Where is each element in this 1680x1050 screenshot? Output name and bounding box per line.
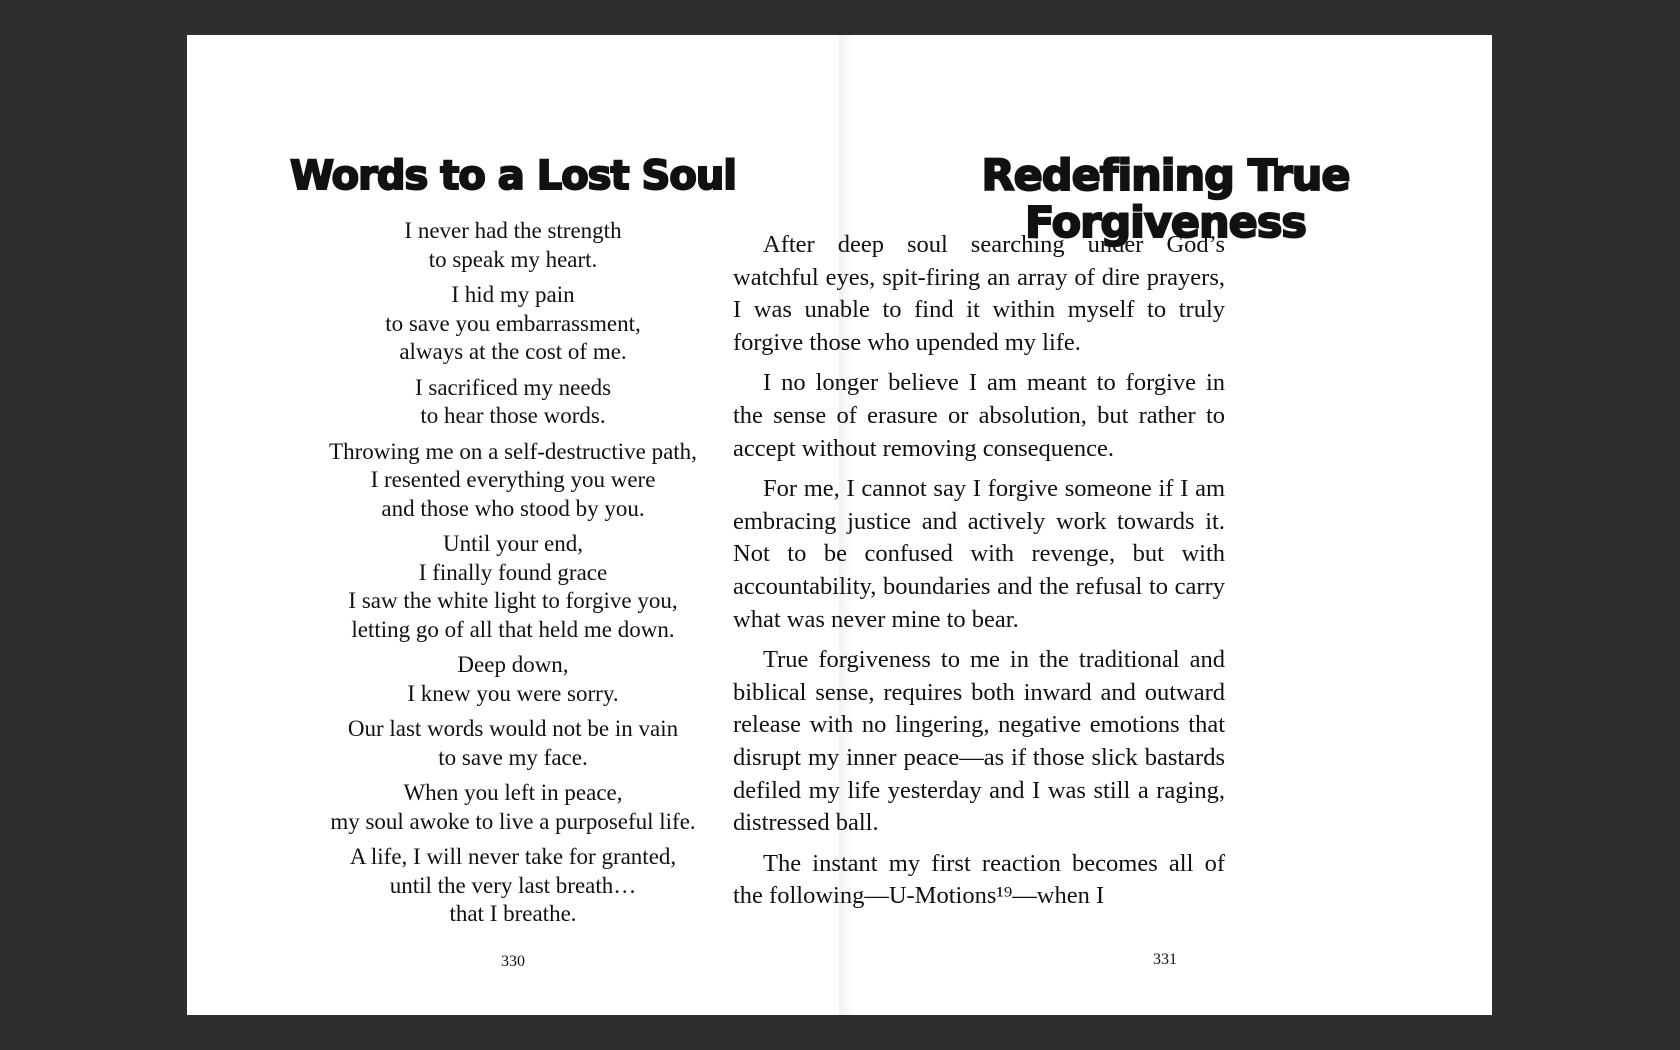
stanza xyxy=(247,374,779,431)
poem-title: Words to a Lost Soul xyxy=(289,153,736,199)
poem-line: Throwing me on a self-destructive path, xyxy=(329,438,697,464)
poem-line: When you left in peace, xyxy=(403,780,623,805)
chapter-title-line: Redefining True xyxy=(981,151,1350,201)
poem-line: I resented everything you were xyxy=(370,467,656,492)
paragraph: I no longer believe I am meant to forgive in the sense of erasure or absolution, but rather to accept without removing consequence. xyxy=(733,369,1225,462)
page-number: 331 xyxy=(1153,951,1177,968)
stanza xyxy=(247,438,779,524)
poem-line: to speak my heart. xyxy=(428,246,598,272)
chapter-title-line: Forgiveness xyxy=(1024,198,1307,248)
stanza xyxy=(247,843,779,929)
stanza xyxy=(247,217,779,274)
poem-line: I saw the white light to forgive you, xyxy=(348,588,678,613)
poem-line: Deep down, xyxy=(457,652,569,677)
poem-line: I knew you were sorry. xyxy=(407,680,619,706)
poem-body xyxy=(247,217,779,936)
poem-line: I never had the strength xyxy=(404,218,622,243)
poem-line: and those who stood by you. xyxy=(381,495,645,521)
poem-line: Our last words would not be in vain xyxy=(347,716,679,741)
poem-line: to save you embarrassment, xyxy=(385,310,641,336)
poem-line: until the very last breath… xyxy=(389,872,637,898)
stanza xyxy=(247,715,779,772)
poem-line: I hid my pain xyxy=(451,282,575,307)
stanza xyxy=(247,651,779,708)
paragraph: For me, I cannot say I forgive someone if I am embracing justice and actively work towards it. Not to be confused with revenge, but with accountability, boundaries and the refusal to carry what was never mine to bear. xyxy=(733,475,1225,633)
poem-line: I finally found grace xyxy=(418,559,608,585)
poem-line: I sacrificed my needs xyxy=(414,374,612,400)
paragraph: After deep soul searching under God’s watchful eyes, spit-firing an array of dire prayers, I was unable to find it within myself to truly forgive those who upended my life. xyxy=(733,231,1225,356)
poem-line: that I breathe. xyxy=(449,901,577,926)
poem-line: to save my face. xyxy=(438,744,588,770)
paragraph: True forgiveness to me in the traditional and biblical sense, requires both inward and outward release with no lingering, negative emotions that disrupt my inner peace—as if those slick bastards defiled my life yesterday and I was still a raging, distressed ball. xyxy=(733,646,1225,837)
page-number: 330 xyxy=(501,953,525,970)
poem-line: to hear those words. xyxy=(420,403,606,428)
poem-line: always at the cost of me. xyxy=(399,339,627,364)
stanza xyxy=(247,779,779,836)
chapter-body xyxy=(733,229,1225,919)
stanza xyxy=(247,530,779,644)
poem-line: letting go of all that held me down. xyxy=(351,616,675,642)
poem-line: A life, I will never take for granted, xyxy=(349,844,677,869)
paragraph: The instant my first reaction becomes all of the following—U-Motions¹⁹—when I xyxy=(733,849,1225,910)
poem-line: Until your end, xyxy=(443,531,583,556)
poem-line: my soul awoke to live a purposeful life. xyxy=(330,808,696,834)
stanza xyxy=(247,281,779,367)
